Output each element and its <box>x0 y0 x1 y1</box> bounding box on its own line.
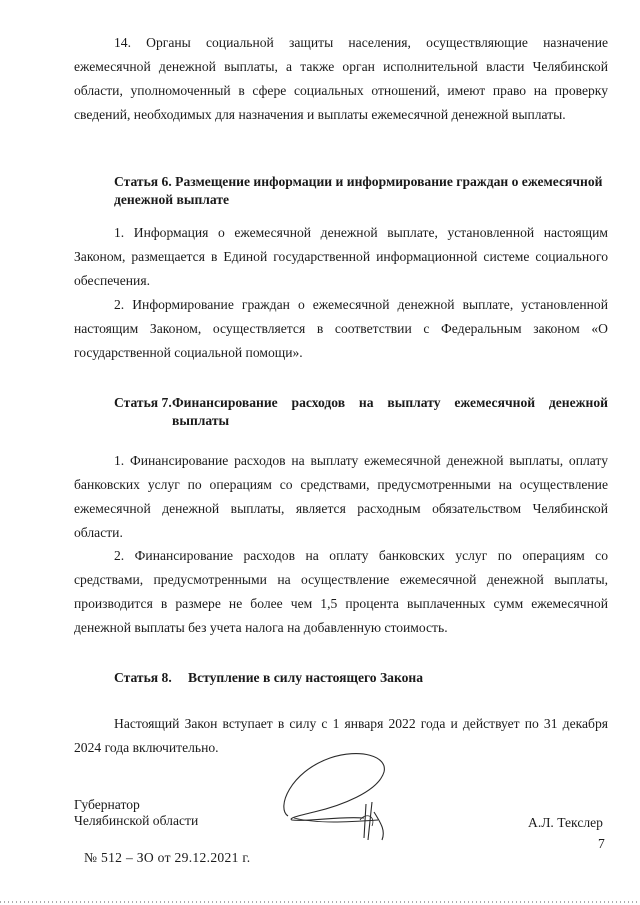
article-8-heading <box>114 669 608 687</box>
signatory-position-line-2: Челябинской области <box>74 813 199 828</box>
article-7-paragraph-2: 2. Финансирование расходов на оплату банковских услуг по операциям со средствами, предусмотренными на осуществление ежемесячной денежной выплаты, производится в размере не более чем 1,5 процента выплаченных сумм ежемесячной денежной выплаты без учета налога на добавленную стоимость. <box>74 548 608 635</box>
article-7-paragraph-1: 1. Финансирование расходов на выплату ежемесячной денежной выплаты, оплату банковских услуг по операциям со средствами, предусмотренными на осуществление ежемесячной денежной выплаты, является расходным обязательством Челябинской области. <box>74 453 608 540</box>
article-8-title: Вступление в силу настоящего Закона <box>188 670 424 685</box>
article-6-heading <box>114 173 608 209</box>
article-8-paragraph: Настоящий Закон вступает в силу с 1 января 2022 года и действует по 31 декабря 2024 года включительно. <box>74 716 608 755</box>
signatory-position-line-1: Губернатор <box>74 797 140 812</box>
scan-edge-dots <box>0 898 640 905</box>
article-7-number: Статья 7. <box>114 395 172 410</box>
page-number: 7 <box>598 836 605 851</box>
article-7-heading <box>114 394 608 430</box>
handwritten-signature <box>268 742 418 854</box>
article-8-number: Статья 8. <box>114 670 172 685</box>
signatory-position <box>74 797 198 829</box>
article-7-title: Финансирование расходов на выплату ежемесячной денежной выплаты <box>172 395 608 428</box>
article-6-paragraph-2: 2. Информирование граждан о ежемесячной денежной выплате, установленной настоящим Законом, осуществляется в соответствии с Федеральным законом «О государственной социальной помощи». <box>74 297 608 360</box>
article-6-paragraph-1: 1. Информация о ежемесячной денежной выплате, установленной настоящим Законом, размещается в Единой государственной информационной системе социального обеспечения. <box>74 225 608 288</box>
signatory-name: А.Л. Текслер <box>528 815 603 830</box>
article-6-title: Размещение информации и информирование граждан о ежемесячной денежной выплате <box>114 174 603 207</box>
law-number: № 512 – ЗО от 29.12.2021 г. <box>84 850 251 865</box>
paragraph-14: 14. Органы социальной защиты населения, осуществляющие назначение ежемесячной денежной выплаты, а также орган исполнительной власти Челябинской области, уполномоченный в сфере социальных отношений, имеют право на проверку сведений, необходимых для назначения и выплаты ежемесячной денежной выплаты. <box>74 35 608 122</box>
article-6-number: Статья 6. <box>114 174 172 189</box>
